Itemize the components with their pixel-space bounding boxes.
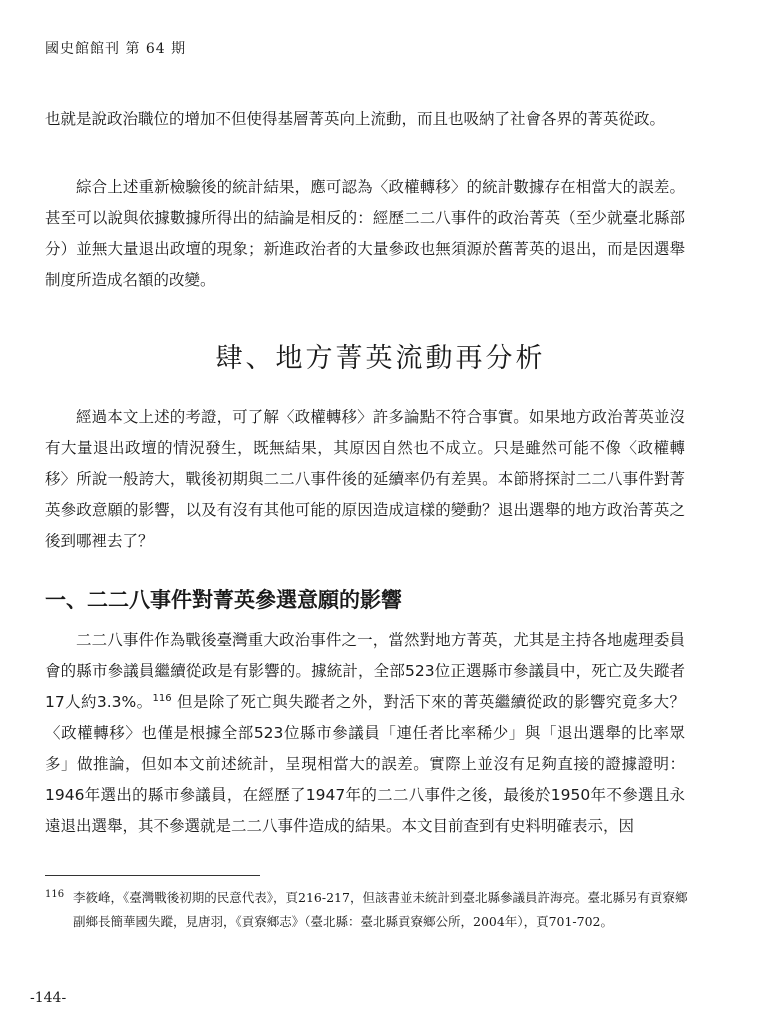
paragraph-2: 綜合上述重新檢驗後的統計結果，應可認為〈政權轉移〉的統計數據存在相當大的誤差。甚至可以說與依據數據所得出的結論是相反的：經歷二二八事件的政治菁英（至少就臺北縣部分）並無大量退出政壇的現象；新進政治者的大量參政也無須源於舊菁英的退出，而是因選舉制度所造成名額的改變。 (45, 178, 685, 289)
footnote-text: 李筱峰，《臺灣戰後初期的民意代表》，頁216-217，但該書並未統計到臺北縣參議員許海亮。臺北縣另有貢寮鄉副鄉長簡華國失蹤，見唐羽，《貢寮鄉志》（臺北縣：臺北縣貢寮鄉公所，2004年），頁701-702。 (73, 890, 688, 929)
paragraph-4 (45, 625, 685, 842)
footnote-number: 116 (45, 889, 65, 900)
section-title: 肆、地方菁英流動再分析 (215, 343, 546, 374)
footnote (45, 886, 695, 934)
subsection-title: 一、二二八事件對菁英參選意願的影響 (45, 588, 402, 612)
paragraph-4-part-b: 但是除了死亡與失蹤者之外，對活下來的菁英繼續從政的影響究竟多大？〈政權轉移〉也僅是根據全部523位縣市參議員「連任者比率稀少」與「退出選舉的比率眾多」做推論，但如本文前述統計，呈現相當大的誤差。實際上並沒有足夠直接的證據證明：1946年選出的縣市參議員，在經歷了1947年的二二八事件之後，最後於1950年不參選且永遠退出選舉，其不參選就是二二八事件造成的結果。本文目前查到有史料明確表示，因 (45, 693, 685, 835)
footnote-reference[interactable]: 116 (152, 693, 172, 704)
paragraph-4-part-a: 二二八事件作為戰後臺灣重大政治事件之一，當然對地方菁英，尤其是主持各地處理委員會的縣市參議員繼續從政是有影響的。據統計，全部523位正選縣市參議員中，死亡及失蹤者17人約3.3%。 (45, 631, 685, 711)
paragraph-1: 也就是說政治職位的增加不但使得基層菁英向上流動，而且也吸納了社會各界的菁英從政。 (45, 110, 666, 128)
journal-header: 國史館館刊 第 64 期 (45, 41, 187, 57)
footnote-divider (45, 875, 260, 876)
page-number: -144- (30, 990, 67, 1006)
paragraph-3: 經過本文上述的考證，可了解〈政權轉移〉許多論點不符合事實。如果地方政治菁英並沒有大量退出政壇的情況發生，既無結果，其原因自然也不成立。只是雖然可能不像〈政權轉移〉所說一般誇大，戰後初期與二二八事件後的延續率仍有差異。本節將探討二二八事件對菁英參政意願的影響，以及有沒有其他可能的原因造成這樣的變動？退出選舉的地方政治菁英之後到哪裡去了？ (45, 408, 685, 550)
